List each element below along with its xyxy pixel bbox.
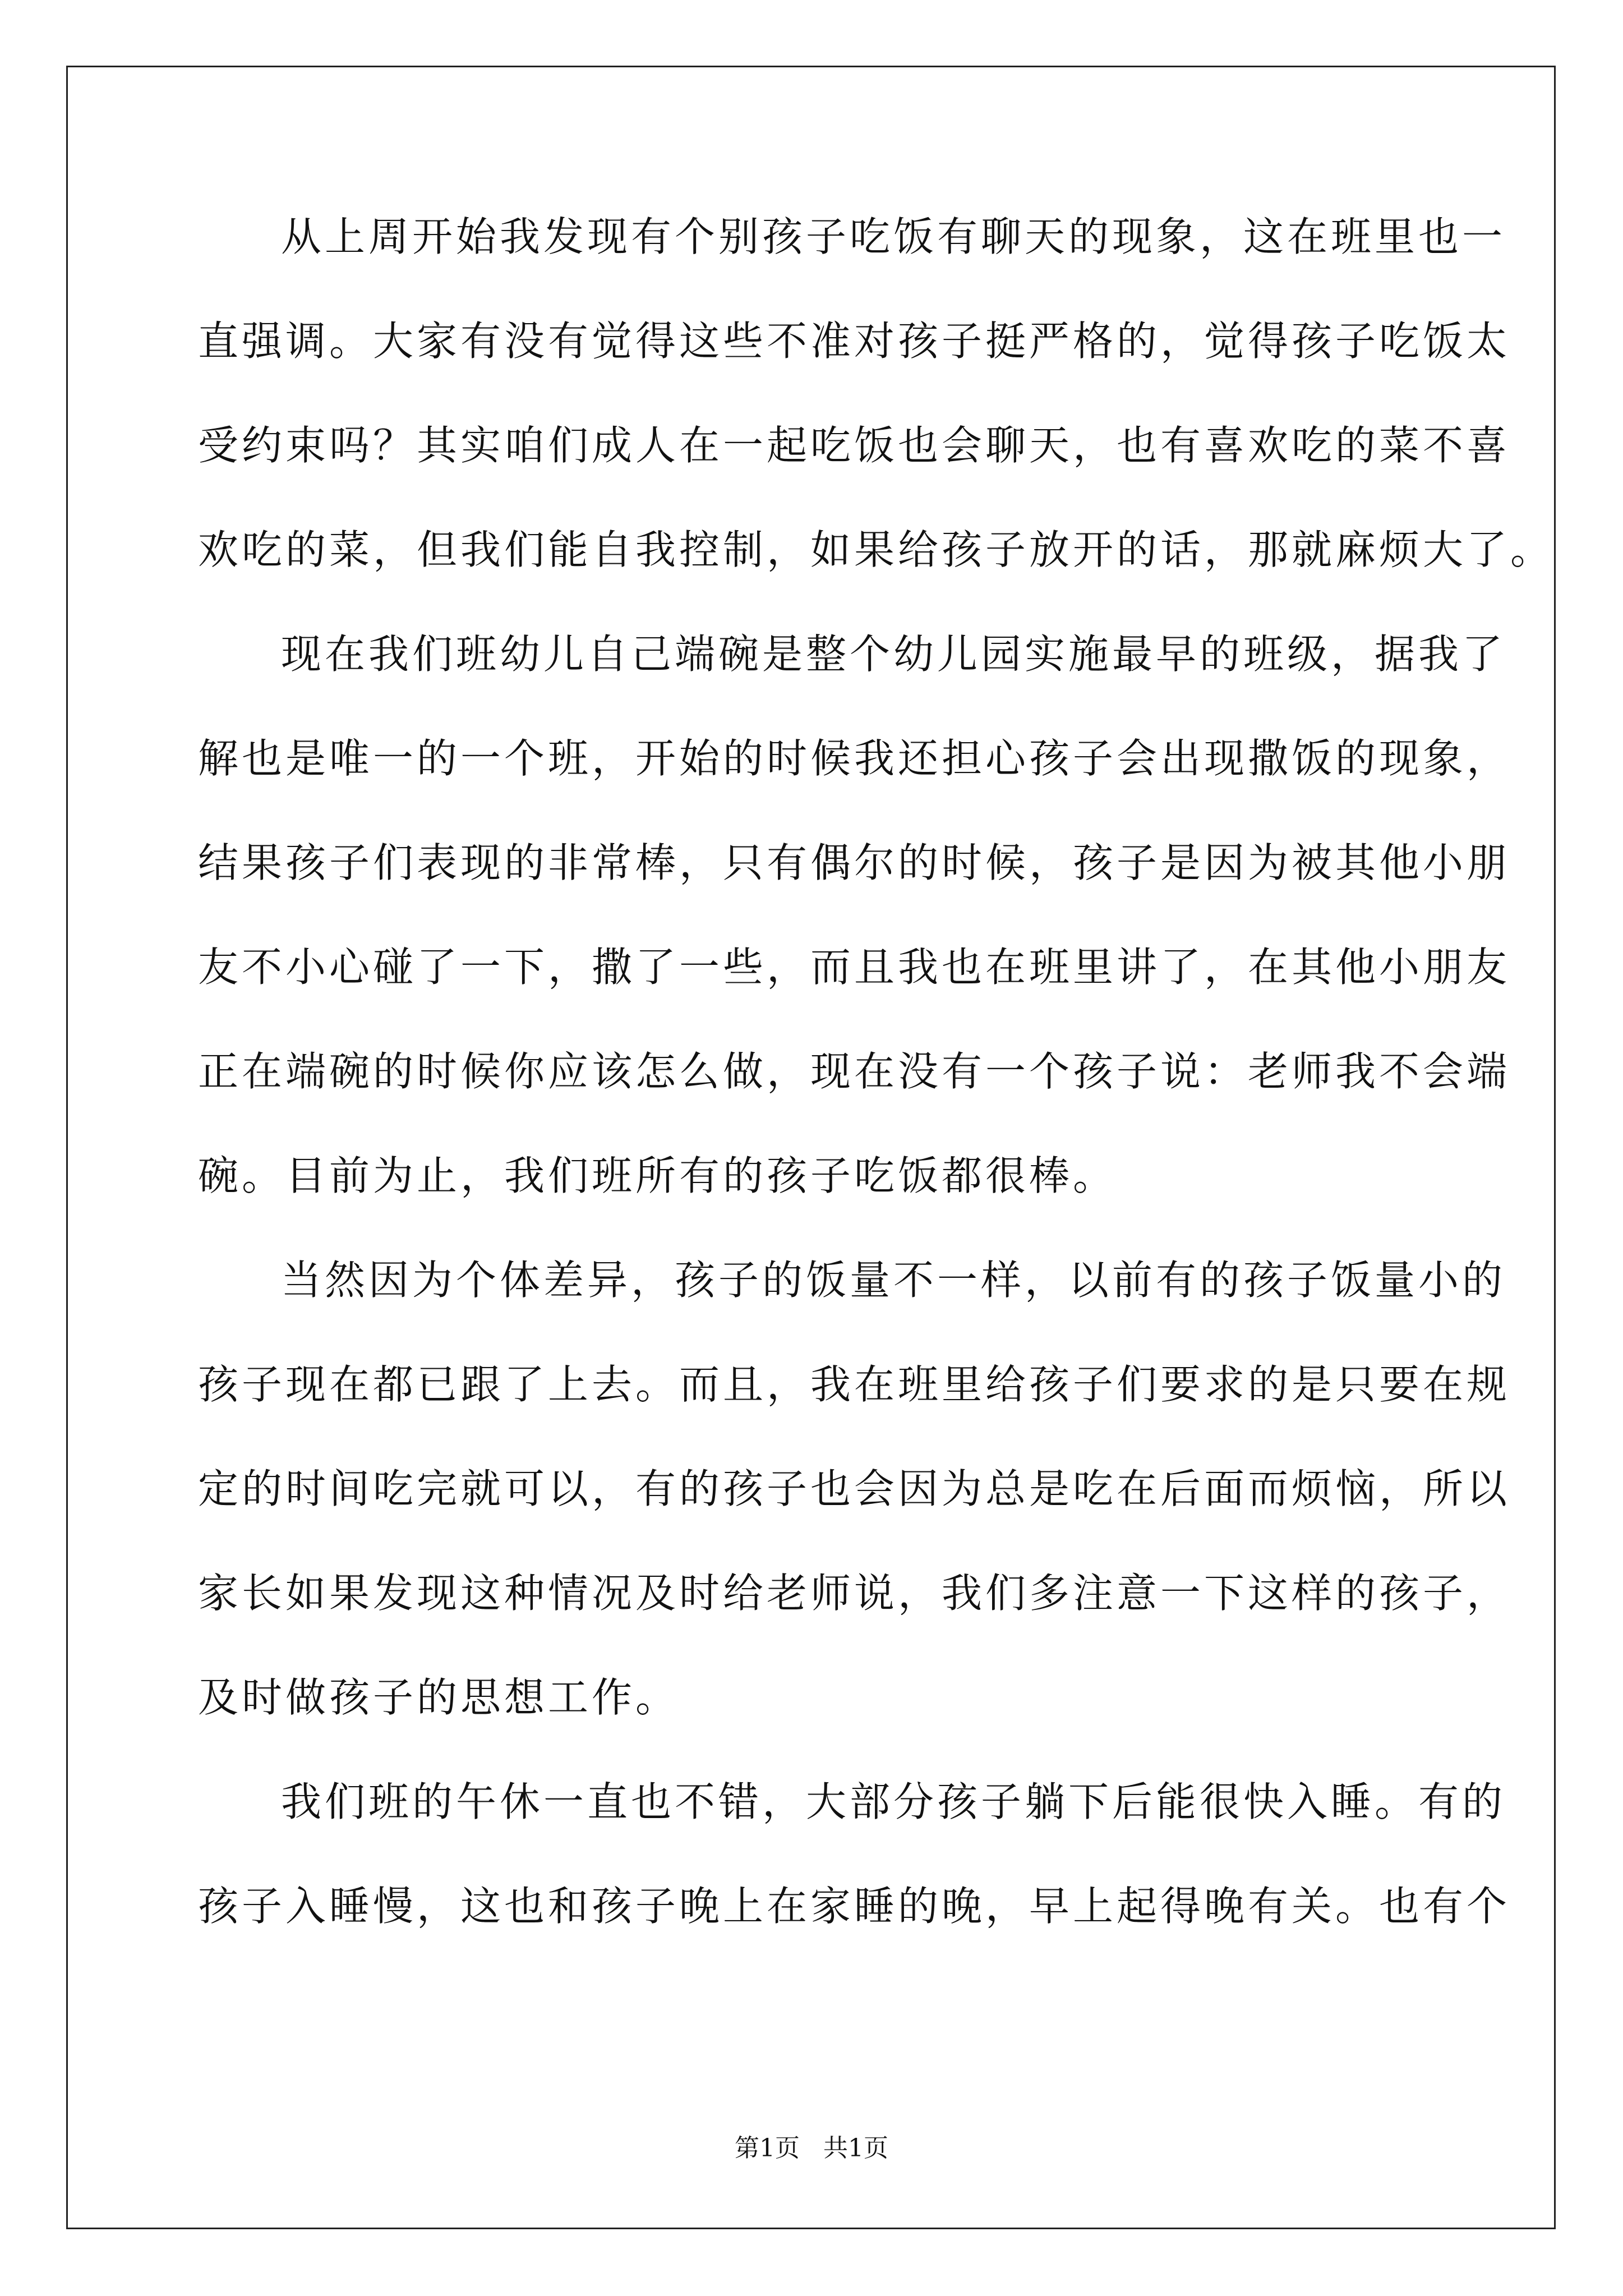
text-line: 欢吃的菜，但我们能自我控制，如果给孩子放开的话，那就麻烦大了。 <box>198 526 1555 573</box>
text-line: 家长如果发现这种情况及时给老师说，我们多注意一下这样的孩子， <box>198 1570 1511 1617</box>
text-line: 结果孩子们表现的非常棒，只有偶尔的时候，孩子是因为被其他小朋 <box>198 839 1511 886</box>
paragraph-first-line: 当然因为个体差异，孩子的饭量不一样，以前有的孩子饭量小的 <box>281 1257 1506 1304</box>
paragraph-first-line: 从上周开始我发现有个别孩子吃饭有聊天的现象，这在班里也一 <box>281 213 1506 260</box>
text-line: 受约束吗？其实咱们成人在一起吃饭也会聊天，也有喜欢吃的菜不喜 <box>198 422 1511 469</box>
paragraph-first-line: 我们班的午休一直也不错，大部分孩子躺下后能很快入睡。有的 <box>281 1778 1506 1825</box>
text-line: 碗。目前为止，我们班所有的孩子吃饭都很棒。 <box>198 1152 1117 1199</box>
text-line: 定的时间吃完就可以，有的孩子也会因为总是吃在后面而烦恼，所以 <box>198 1465 1511 1512</box>
paragraph-first-line: 现在我们班幼儿自己端碗是整个幼儿园实施最早的班级，据我了 <box>281 631 1506 678</box>
document-body <box>198 210 1555 1984</box>
text-line: 直强调。大家有没有觉得这些不准对孩子挺严格的，觉得孩子吃饭太 <box>198 318 1511 365</box>
text-line: 解也是唯一的一个班，开始的时候我还担心孩子会出现撒饭的现象， <box>198 735 1511 782</box>
text-line: 孩子入睡慢，这也和孩子晚上在家睡的晚，早上起得晚有关。也有个 <box>198 1883 1511 1930</box>
text-line: 正在端碗的时候你应该怎么做，现在没有一个孩子说：老师我不会端 <box>198 1048 1511 1095</box>
page-footer: 第1页 共1页 <box>735 2134 888 2162</box>
text-line: 及时做孩子的思想工作。 <box>198 1674 680 1721</box>
text-line: 友不小心碰了一下，撒了一些，而且我也在班里讲了，在其他小朋友 <box>198 944 1511 991</box>
text-line: 孩子现在都已跟了上去。而且，我在班里给孩子们要求的是只要在规 <box>198 1361 1511 1408</box>
